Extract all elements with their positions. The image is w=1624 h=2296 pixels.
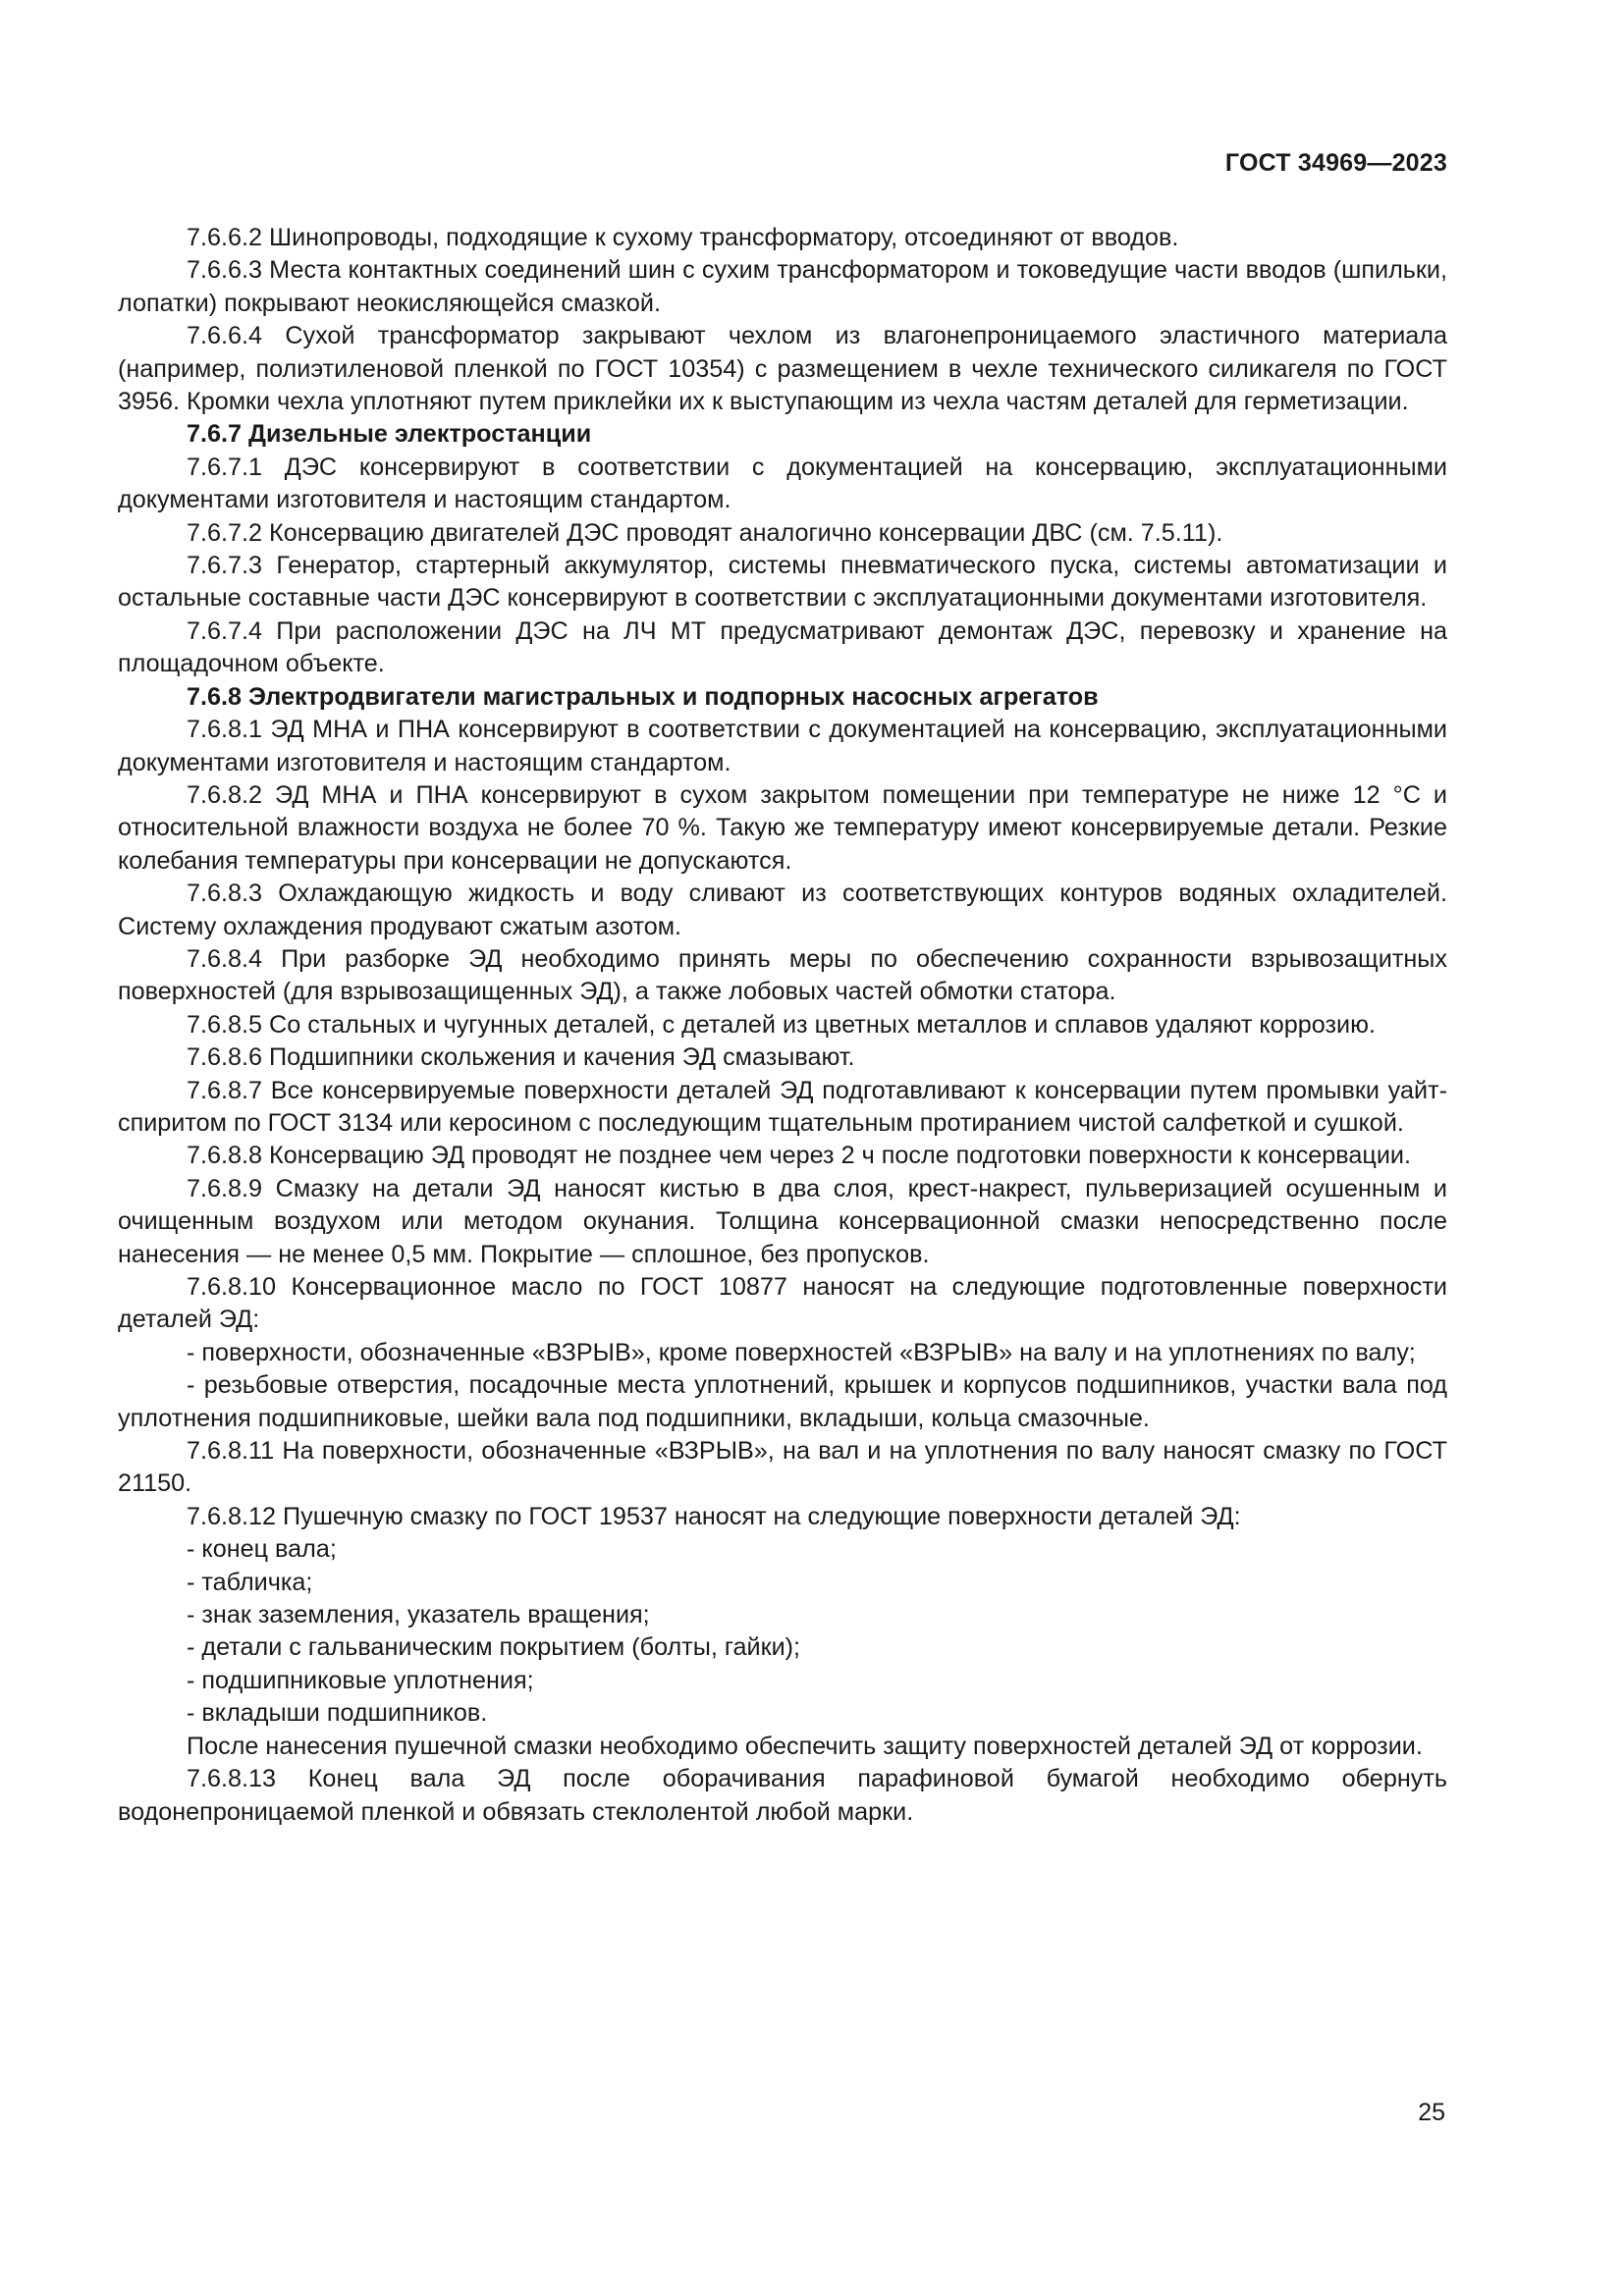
paragraph: После нанесения пушечной смазки необходимо обеспечить защиту поверхностей деталей ЭД от коррозии.	[187, 1732, 1423, 1760]
paragraph: 7.6.8.2 ЭД МНА и ПНА консервируют в сухом закрытом помещении при температуре не ниже 12 °С и относительной влажности воздуха не более 70 %. Такую же температуру имеют консервируемые детали. Резкие колебания температуры при консервации не допускаются.	[118, 780, 1447, 875]
paragraph: 7.6.8.13 Конец вала ЭД после оборачивания парафиновой бумагой необходимо обернуть водонепроницаемой пленкой и обвязать стеклолентой любой марки.	[118, 1765, 1447, 1826]
list-item: - конец вала;	[187, 1535, 337, 1564]
list-item: - резьбовые отверстия, посадочные места уплотнений, крышек и корпусов подшипников, участки вала под уплотнения подшипниковые, шейки вала под подшипники, вкладыши, кольца смазочные.	[118, 1371, 1447, 1432]
paragraph: 7.6.7.2 Консервацию двигателей ДЭС проводят аналогично консервации ДВС (см. 7.5.11).	[187, 518, 1223, 547]
page-number: 25	[1418, 2099, 1445, 2126]
list-item: - детали с гальваническим покрытием (болты, гайки);	[187, 1633, 801, 1662]
list-item: - подшипниковые уплотнения;	[187, 1666, 534, 1694]
paragraph: 7.6.8.6 Подшипники скольжения и качения ЭД смазывают.	[187, 1043, 855, 1072]
paragraph: 7.6.8.8 Консервацию ЭД проводят не позднее чем через 2 ч после подготовки поверхности к консервации.	[187, 1142, 1411, 1170]
paragraph: 7.6.6.3 Места контактных соединений шин с сухим трансформатором и токоведущие части вводов (шпильки, лопатки) покрывают неокисляющейся смазкой.	[118, 256, 1447, 317]
paragraph: 7.6.8.12 Пушечную смазку по ГОСТ 19537 наносят на следующие поверхности деталей ЭД:	[187, 1502, 1241, 1530]
section-heading: 7.6.7 Дизельные электростанции	[187, 420, 592, 449]
paragraph: 7.6.8.7 Все консервируемые поверхности деталей ЭД подготавливают к консервации путем промывки уайт-спиритом по ГОСТ 3134 или керосином с последующим тщательным протиранием чистой салфеткой и сушкой.	[118, 1076, 1447, 1137]
paragraph: 7.6.8.3 Охлаждающую жидкость и воду сливают из соответствующих контуров водяных охладителей. Систему охлаждения продувают сжатым азотом.	[118, 880, 1447, 940]
section-heading: 7.6.8 Электродвигатели магистральных и подпорных насосных агрегатов	[187, 682, 1099, 711]
paragraph: 7.6.6.4 Сухой трансформатор закрывают чехлом из влагонепроницаемого эластичного материала (например, полиэтиленовой пленкой по ГОСТ 10354) с размещением в чехле технического силикагеля по ГОСТ 3956. Кромки чехла уплотняют путем приклейки их к выступающим из чехла частям деталей для герметизации.	[118, 322, 1447, 416]
paragraph: 7.6.8.4 При разборке ЭД необходимо принять меры по обеспечению сохранности взрывозащитных поверхностей (для взрывозащищенных ЭД), а также лобовых частей обмотки статора.	[118, 944, 1447, 1006]
paragraph: 7.6.8.9 Смазку на детали ЭД наносят кистью в два слоя, крест-накрест, пульверизацией осушенным и очищенным воздухом или методом окунания. Толщина консервационной смазки непосредственно после нанесения — не менее 0,5 мм. Покрытие — сплошное, без пропусков.	[118, 1174, 1447, 1268]
paragraph: 7.6.8.1 ЭД МНА и ПНА консервируют в соответствии с документацией на консервацию, эксплуатационными документами изготовителя и настоящим стандартом.	[118, 716, 1447, 776]
paragraph: 7.6.7.3 Генератор, стартерный аккумулятор, системы пневматического пуска, системы автоматизации и остальные составные части ДЭС консервируют в соответствии с эксплуатационными документами изготовителя.	[118, 552, 1447, 613]
paragraph: 7.6.7.1 ДЭС консервируют в соответствии с документацией на консервацию, эксплуатационными документами изготовителя и настоящим стандартом.	[118, 453, 1447, 514]
document-body	[118, 222, 1447, 1829]
paragraph: 7.6.8.11 На поверхности, обозначенные «ВЗРЫВ», на вал и на уплотнения по валу наносят смазку по ГОСТ 21150.	[118, 1437, 1447, 1498]
paragraph: 7.6.8.5 Со стальных и чугунных деталей, с деталей из цветных металлов и сплавов удаляют коррозию.	[187, 1010, 1376, 1039]
list-item: - табличка;	[187, 1568, 313, 1596]
list-item: - знак заземления, указатель вращения;	[187, 1601, 650, 1629]
paragraph: 7.6.7.4 При расположении ДЭС на ЛЧ МТ предусматривают демонтаж ДЭС, перевозку и хранение на площадочном объекте.	[118, 616, 1447, 678]
list-item: - поверхности, обозначенные «ВЗРЫВ», кроме поверхностей «ВЗРЫВ» на валу и на уплотнениях по валу;	[187, 1338, 1416, 1366]
document-code-header: ГОСТ 34969—2023	[1224, 149, 1447, 177]
paragraph: 7.6.8.10 Консервационное масло по ГОСТ 10877 наносят на следующие подготовленные поверхности деталей ЭД:	[118, 1273, 1447, 1334]
paragraph: 7.6.6.2 Шинопроводы, подходящие к сухому трансформатору, отсоединяют от вводов.	[187, 224, 1179, 251]
list-item: - вкладыши подшипников.	[187, 1699, 488, 1728]
